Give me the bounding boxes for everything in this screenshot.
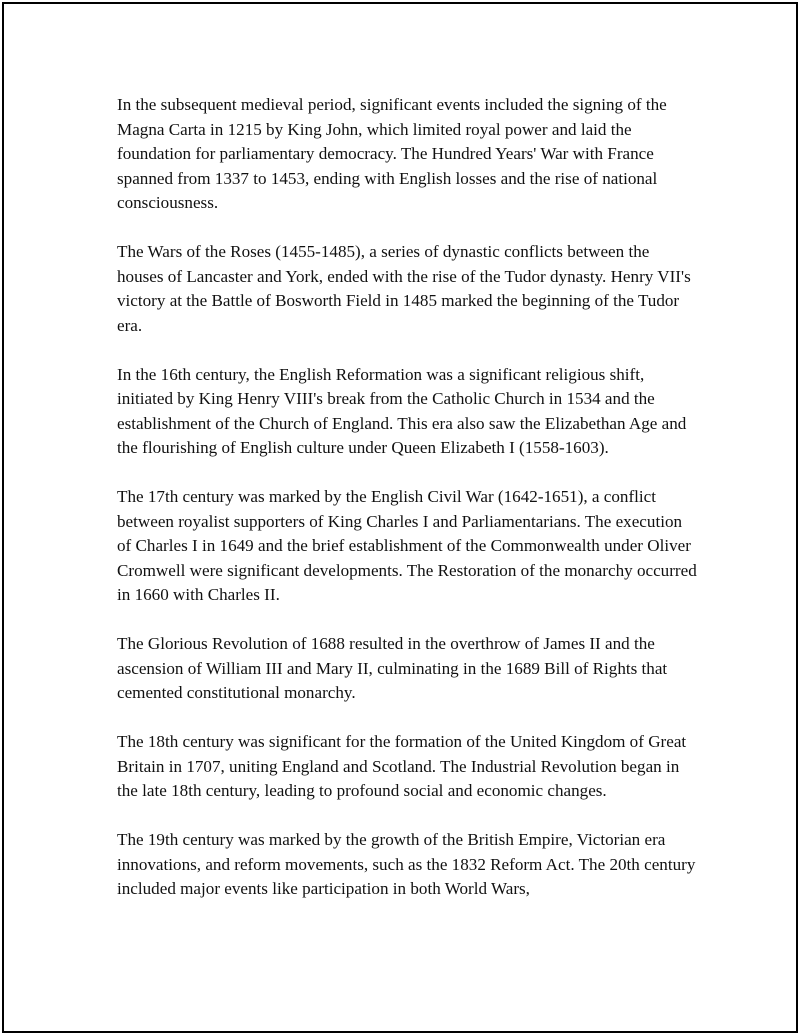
paragraph-17th-century: The 17th century was marked by the English Civil War (1642-1651), a conflict between royalist supporters of King Charles I and Parliamentarians. The execution of Charles I in 1649 and the brief establishment of the Commonwealth under Oliver Cromwell were significant developments. The Restoration of the monarchy occurred in 1660 with Charles II. bbox=[117, 487, 697, 604]
paragraph-wars-of-the-roses: The Wars of the Roses (1455-1485), a series of dynastic conflicts between the houses of Lancaster and York, ended with the rise of the Tudor dynasty. Henry VII's victory at the Battle of Bosworth Field in 1485 marked the beginning of the Tudor era. bbox=[117, 242, 691, 335]
document-body bbox=[117, 93, 697, 902]
paragraph-medieval-period: In the subsequent medieval period, significant events included the signing of the Magna Carta in 1215 by King John, which limited royal power and laid the foundation for parliamentary democracy. The Hundred Years' War with France spanned from 1337 to 1453, ending with English losses and the rise of national consciousness. bbox=[117, 95, 667, 212]
paragraph-18th-century: The 18th century was significant for the formation of the United Kingdom of Great Britain in 1707, uniting England and Scotland. The Industrial Revolution began in the late 18th century, leading to profound social and economic changes. bbox=[117, 732, 687, 800]
paragraph-glorious-revolution: The Glorious Revolution of 1688 resulted in the overthrow of James II and the ascension of William III and Mary II, culminating in the 1689 Bill of Rights that cemented constitutional monarchy. bbox=[117, 634, 668, 702]
paragraph-19th-century: The 19th century was marked by the growth of the British Empire, Victorian era innovations, and reform movements, such as the 1832 Reform Act. The 20th century included major events like participation in both World Wars, bbox=[117, 830, 696, 898]
paragraph-16th-century: In the 16th century, the English Reformation was a significant religious shift, initiated by King Henry VIII's break from the Catholic Church in 1534 and the establishment of the Church of England. This era also saw the Elizabethan Age and the flourishing of English culture under Queen Elizabeth I (1558-1603). bbox=[117, 364, 687, 457]
